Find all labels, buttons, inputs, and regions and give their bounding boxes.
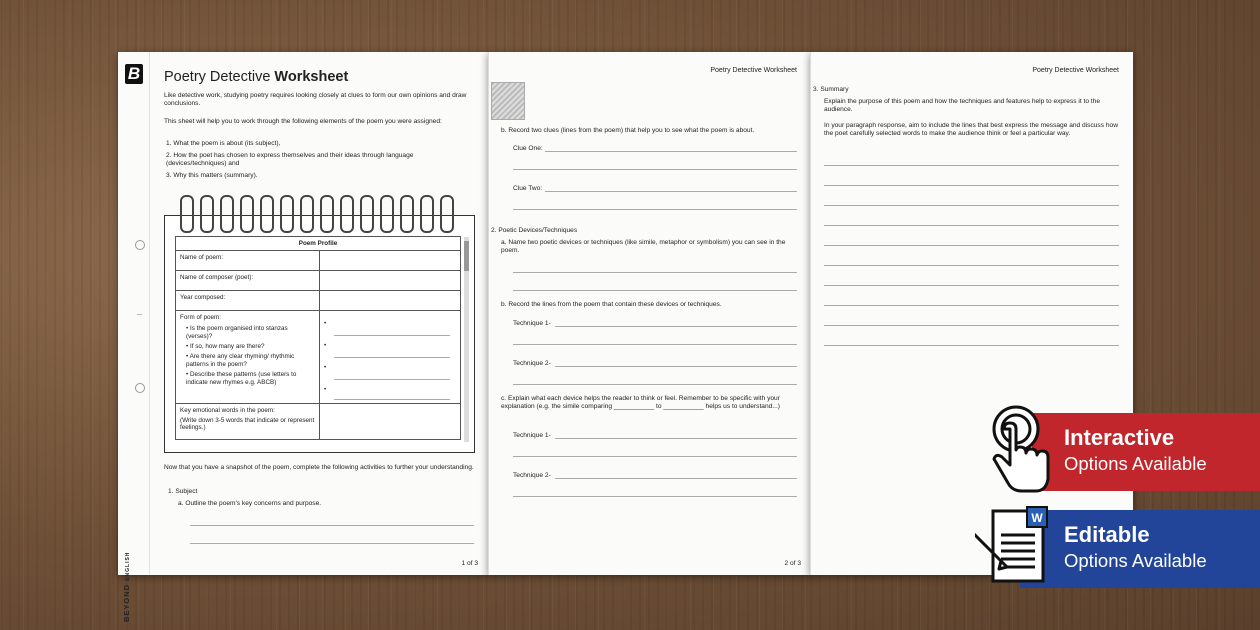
svg-text:W: W [1031,511,1043,525]
form-of-poem-cell [176,311,320,404]
poem-profile-table [175,236,461,440]
spiral-ring [240,195,254,233]
spiral-ring [180,195,194,233]
spiral-ring [200,195,214,233]
form-bullet: • If so, how many are there? [186,343,265,350]
answer-line[interactable] [555,478,797,479]
emotional-words-cell [176,404,320,440]
answer-line[interactable] [824,205,1119,206]
clue-label: Clue One: [513,145,543,152]
page-number: 1 of 3 [461,560,478,567]
poem-thumbnail-image [491,82,525,120]
answer-line[interactable] [824,245,1119,246]
table-label: Name of composer (poet): [176,271,320,291]
badge-subtitle: Options Available [1064,453,1207,474]
badge-title: Interactive [1064,425,1175,450]
section-heading: 3. Summary [813,86,849,93]
answer-line[interactable] [190,543,474,544]
answer-line[interactable] [555,326,797,327]
list-item: 1. What the poem is about (its subject), [166,140,281,147]
question: c. Explain what each device helps the reader to think or feel. Remember to be specific with your explanation (e.g. the simile comparing ___________ to ___________ helps us to understand...) [501,395,780,411]
scrollbar-thumb[interactable] [464,241,469,271]
spiral-ring [320,195,334,233]
spiral-ring [400,195,414,233]
form-bullet: • Describe these patterns (use letters to indicate new rhymes e.g. ABCB) [186,371,297,386]
fold-mark [137,314,142,315]
brand-vertical-text: BEYOND ENGLISH [122,551,131,622]
spiral-ring [340,195,354,233]
answer-line[interactable] [513,344,797,345]
table-header: Poem Profile [176,237,461,251]
worksheet-page-3 [810,52,1133,575]
table-answer-cell[interactable] [320,291,461,311]
answer-line[interactable] [513,384,797,385]
table-answer-cell[interactable] [320,251,461,271]
summary-paragraph-1: Explain the purpose of this poem and how the techniques and features help to express it to the audience. [824,98,1101,114]
form-bullet: • Is the poem organised into stanzas (verses)? [186,325,288,340]
answer-line[interactable] [513,169,797,170]
spiral-ring [280,195,294,233]
answer-line[interactable] [824,165,1119,166]
answer-line[interactable] [513,496,797,497]
spiral-ring [300,195,314,233]
answer-line[interactable] [824,225,1119,226]
page-number: 2 of 3 [784,560,801,567]
answer-line[interactable] [824,305,1119,306]
answer-line[interactable] [824,185,1119,186]
worksheet-page-2 [488,52,811,575]
answer-line[interactable] [190,525,474,526]
notepad-scrollbar[interactable] [464,237,469,442]
technique-label: Technique 1- [513,432,551,439]
question: a. Name two poetic devices or techniques (like simile, metaphor or symbolism) you can see in the poem. [501,239,786,255]
brand-logo: B [125,64,143,84]
technique-label: Technique 2- [513,472,551,479]
page-header: Poetry Detective Worksheet [710,67,797,74]
technique-label: Technique 1- [513,320,551,327]
binding-strip [118,52,150,575]
badge-subtitle: Options Available [1064,550,1207,571]
spiral-ring [420,195,434,233]
emotional-note: (Write down 3-5 words that indicate or represent feelings.) [180,417,315,431]
punch-hole [135,240,145,250]
spiral-ring [360,195,374,233]
form-label: Form of poem: [180,314,221,321]
answer-line[interactable] [545,191,797,192]
table-label: Name of poem: [176,251,320,271]
list-item: 2. How the poet has chosen to express themselves and their ideas through language (devices/techniques) and [166,152,414,168]
interactive-options-badge[interactable] [1032,413,1260,491]
touch-hand-icon [990,403,1052,499]
intro-paragraph-2: This sheet will help you to work through the following elements of the poem you were assigned: [164,118,442,125]
technique-label: Technique 2- [513,360,551,367]
editable-options-badge[interactable] [1020,510,1260,588]
intro-paragraph-1: Like detective work, studying poetry requires looking closely at clues to form our own opinions and draw conclusions. [164,92,467,108]
form-bullet: • Are there any clear rhyming/ rhythmic patterns in the poem? [186,353,295,368]
answer-line[interactable] [513,290,797,291]
answer-line[interactable] [513,456,797,457]
spiral-ring [260,195,274,233]
follow-up-paragraph: Now that you have a snapshot of the poem, complete the following activities to further your understanding. [164,464,474,471]
section-heading: 1. Subject [168,488,198,495]
answer-line[interactable] [824,345,1119,346]
spiral-ring [220,195,234,233]
table-answer-cell[interactable] [320,404,461,440]
answer-line[interactable] [824,285,1119,286]
spiral-ring [380,195,394,233]
spiral-ring [440,195,454,233]
summary-paragraph-2: In your paragraph response, aim to include the lines that best express the message and discuss how the poet carefully selected words to make the audience think or feel a particular way. [824,122,1118,138]
emotional-label: Key emotional words in the poem: [180,407,275,414]
question: b. Record two clues (lines from the poem) that help you to see what the poem is about. [501,127,755,134]
answer-line[interactable] [824,265,1119,266]
question: b. Record the lines from the poem that contain these devices or techniques. [501,301,722,308]
word-document-pencil-icon [975,505,1055,587]
list-item: 3. Why this matters (summary). [166,172,258,179]
question: a. Outline the poem's key concerns and purpose. [178,500,322,507]
answer-line[interactable] [555,366,797,367]
page-title: Poetry Detective Worksheet [164,69,349,85]
punch-hole [135,383,145,393]
table-answer-cell[interactable] [320,271,461,291]
table-label: Year composed: [176,291,320,311]
worksheet-page-1 [118,52,488,622]
answer-line[interactable] [545,151,797,152]
answer-line[interactable] [513,209,797,210]
form-answer-cell[interactable]: • • • • [320,311,461,404]
section-heading: 2. Poetic Devices/Techniques [491,227,578,234]
page-header: Poetry Detective Worksheet [1032,67,1119,74]
clue-label: Clue Two: [513,185,543,192]
answer-line[interactable] [824,325,1119,326]
badge-title: Editable [1064,522,1150,547]
answer-line[interactable] [513,272,797,273]
answer-line[interactable] [555,438,797,439]
